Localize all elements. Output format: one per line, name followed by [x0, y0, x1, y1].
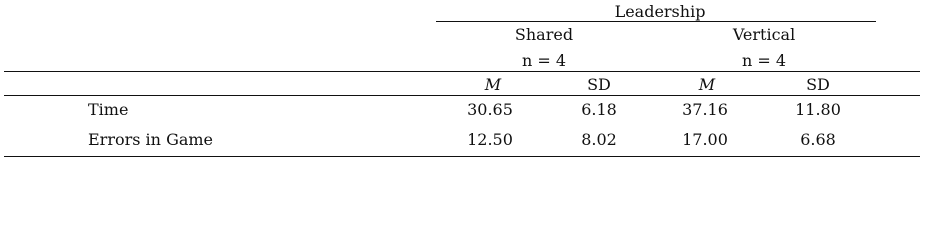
cell-time-vertical-mean: 37.16 [682, 100, 728, 119]
header-rule [4, 71, 920, 72]
cell-time-shared-sd: 6.18 [581, 100, 617, 119]
subheader-mean-shared: M [484, 75, 502, 94]
cell-errors-vertical-sd: 6.68 [800, 130, 836, 149]
subheader-sd-vertical: SD [806, 75, 830, 94]
cell-time-shared-mean: 30.65 [467, 100, 513, 119]
group-n-shared: n = 4 [521, 51, 567, 70]
group-n-vertical: n = 4 [741, 51, 787, 70]
cell-time-vertical-sd: 11.80 [795, 100, 841, 119]
leadership-rule [436, 21, 876, 22]
row-label-errors: Errors in Game [88, 130, 214, 149]
group-header-vertical: Vertical [732, 25, 796, 44]
cell-errors-vertical-mean: 17.00 [682, 130, 728, 149]
row-label-time: Time [88, 100, 129, 119]
bottom-rule [4, 156, 920, 157]
cell-errors-shared-sd: 8.02 [581, 130, 617, 149]
subheader-rule [4, 95, 920, 96]
subheader-mean-vertical: M [698, 75, 716, 94]
subheader-sd-shared: SD [587, 75, 611, 94]
group-header-shared: Shared [514, 25, 574, 44]
leadership-header: Leadership [614, 2, 706, 21]
cell-errors-shared-mean: 12.50 [467, 130, 513, 149]
